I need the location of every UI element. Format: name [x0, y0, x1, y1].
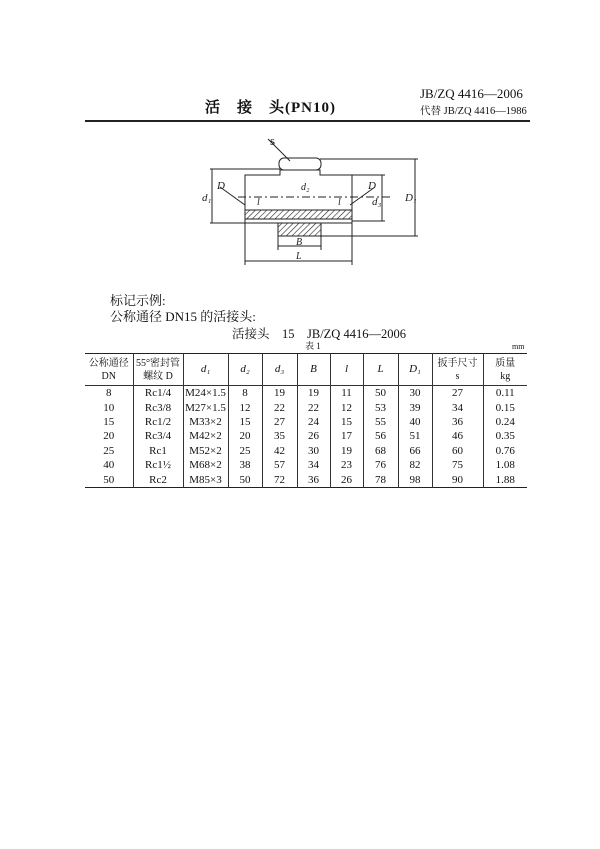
table-cell: 66	[398, 444, 432, 458]
label-D1: D₁	[405, 192, 417, 204]
table-cell: 19	[297, 386, 330, 401]
column-header	[398, 354, 432, 386]
table-cell: Rc1/2	[133, 415, 183, 429]
page-title: 活 接 头(PN10)	[205, 100, 336, 116]
table-cell: 15	[103, 415, 115, 428]
marking-description: 公称通径 DN15 的活接头:	[110, 309, 256, 324]
table-cell: M52×2	[183, 444, 228, 458]
table-cell: 50	[228, 472, 262, 487]
table-row	[85, 458, 527, 472]
table-cell: 50	[363, 386, 398, 401]
label-B: B	[296, 237, 303, 248]
union-fitting-drawing	[200, 135, 430, 275]
table-cell: 35	[262, 429, 297, 443]
table-cell: 20	[228, 429, 262, 443]
table-cell: 15	[330, 415, 363, 429]
table-cell: 57	[262, 458, 297, 472]
column-header-text: D₁	[409, 363, 421, 375]
marking-example: 活接头 15 JB/ZQ 4416—2006	[232, 327, 406, 341]
table-cell: 0.15	[483, 400, 527, 414]
table-cell: 34	[297, 458, 330, 472]
table-cell: 39	[398, 400, 432, 414]
column-header	[183, 354, 228, 386]
column-header	[330, 354, 363, 386]
table-cell: 60	[432, 444, 483, 458]
table-cell: 1.08	[483, 458, 527, 472]
table-cell: 56	[363, 429, 398, 443]
table-row	[85, 415, 527, 429]
table-cell: 38	[228, 458, 262, 472]
table-cell: 19	[262, 386, 297, 401]
table-cell: 24	[297, 415, 330, 429]
standard-number: JB/ZQ 4416—2006	[420, 86, 523, 101]
table-cell: Rc1	[133, 444, 183, 458]
table-cell: 36	[297, 472, 330, 487]
table-cell: 20	[103, 430, 115, 443]
header-rule	[85, 120, 530, 122]
table-cell: 72	[262, 472, 297, 487]
column-header	[262, 354, 297, 386]
table-cell: M27×1.5	[183, 400, 228, 414]
table-cell: M24×1.5	[183, 386, 228, 401]
label-s: s	[270, 135, 276, 148]
table-cell: 82	[398, 458, 432, 472]
table-cell: M33×2	[183, 415, 228, 429]
label-D-right: D	[368, 180, 376, 192]
table-cell: 46	[432, 429, 483, 443]
table-cell: Rc1/4	[133, 386, 183, 401]
table-cell: M85×3	[183, 472, 228, 487]
table-row	[85, 472, 527, 487]
table-cell: 50	[103, 473, 115, 486]
table-cell: 98	[398, 472, 432, 487]
table-cell: 40	[398, 415, 432, 429]
column-header-text: 扳手尺寸	[437, 357, 478, 369]
table-cell: 30	[297, 444, 330, 458]
column-header-text: l	[344, 363, 349, 375]
column-header	[483, 354, 527, 386]
column-header-text: 质量	[495, 357, 516, 369]
table-cell: Rc3/8	[133, 400, 183, 414]
table-cell: 17	[330, 429, 363, 443]
column-header-text: d₂	[240, 363, 250, 375]
table-cell: 0.35	[483, 429, 527, 443]
table-cell: 51	[398, 429, 432, 443]
column-header-text: d₁	[200, 363, 211, 375]
table-cell: 90	[432, 472, 483, 487]
column-header	[297, 354, 330, 386]
table-cell: 75	[432, 458, 483, 472]
column-header	[133, 354, 183, 386]
column-header-text: d₃	[274, 363, 285, 375]
table-row	[85, 386, 527, 401]
column-header	[363, 354, 398, 386]
table-cell: Rc3/4	[133, 429, 183, 443]
label-d2: d₂	[301, 182, 310, 193]
table-cell: Rc1½	[133, 458, 183, 472]
column-header-text: 螺纹 D	[143, 370, 173, 382]
table-cell: 76	[363, 458, 398, 472]
table-cell: 34	[432, 400, 483, 414]
table-cell: 23	[330, 458, 363, 472]
table-cell: 68	[363, 444, 398, 458]
table-cell: 25	[228, 444, 262, 458]
table-cell: 0.76	[483, 444, 527, 458]
table-cell: M68×2	[183, 458, 228, 472]
table-cell: M42×2	[183, 429, 228, 443]
nut-section	[278, 223, 321, 236]
column-header-text: DN	[101, 370, 116, 382]
table-cell: 22	[262, 400, 297, 414]
table-cell: Rc2	[133, 472, 183, 487]
table-cell: 53	[363, 400, 398, 414]
table-cell: 25	[103, 444, 115, 457]
dimensions-table	[85, 353, 527, 488]
marking-heading: 标记示例:	[110, 293, 166, 308]
column-header	[228, 354, 262, 386]
label-D-left: D	[217, 180, 225, 192]
hatched-section	[245, 210, 352, 219]
table-cell: 0.24	[483, 415, 527, 429]
column-header	[432, 354, 483, 386]
table-cell: 26	[330, 472, 363, 487]
column-header-text: 公称通径	[88, 357, 129, 369]
table-cell: 42	[262, 444, 297, 458]
table-cell: 0.11	[483, 386, 527, 401]
label-L: L	[296, 251, 302, 262]
table-cell: 10	[103, 401, 115, 414]
table-cell: 27	[262, 415, 297, 429]
table-cell: 8	[228, 386, 262, 401]
column-header	[85, 354, 133, 386]
column-header-text: L	[377, 363, 384, 375]
table-cell: 11	[330, 386, 363, 401]
label-l-left: l	[257, 197, 260, 208]
table-caption: 表 1	[305, 341, 321, 351]
column-header-text: B	[310, 363, 317, 375]
table-cell: 40	[103, 459, 115, 472]
table-header-row	[85, 354, 527, 386]
table-cell: 36	[432, 415, 483, 429]
table-cell: 78	[363, 472, 398, 487]
table-cell: 55	[363, 415, 398, 429]
table-cell: 8	[106, 387, 112, 400]
label-l-right: l	[338, 197, 341, 208]
table-cell: 27	[432, 386, 483, 401]
table-cell: 19	[330, 444, 363, 458]
table-cell: 22	[297, 400, 330, 414]
table-row	[85, 429, 527, 443]
column-header-text: kg	[500, 370, 511, 382]
table-cell: 26	[297, 429, 330, 443]
column-header-text: s	[455, 370, 460, 382]
column-header-text: 55°密封管	[136, 357, 180, 369]
nut-top	[279, 158, 321, 170]
table-cell: 30	[398, 386, 432, 401]
label-d3: d₃	[372, 196, 382, 208]
table-cell: 1.88	[483, 472, 527, 487]
replaces-standard: 代替 JB/ZQ 4416—1986	[420, 106, 527, 117]
table-row	[85, 444, 527, 458]
label-d1: d₁	[202, 192, 212, 204]
table-unit: mm	[512, 342, 525, 351]
table-cell: 12	[228, 400, 262, 414]
table-row	[85, 400, 527, 414]
table-cell: 15	[228, 415, 262, 429]
table-cell: 12	[330, 400, 363, 414]
